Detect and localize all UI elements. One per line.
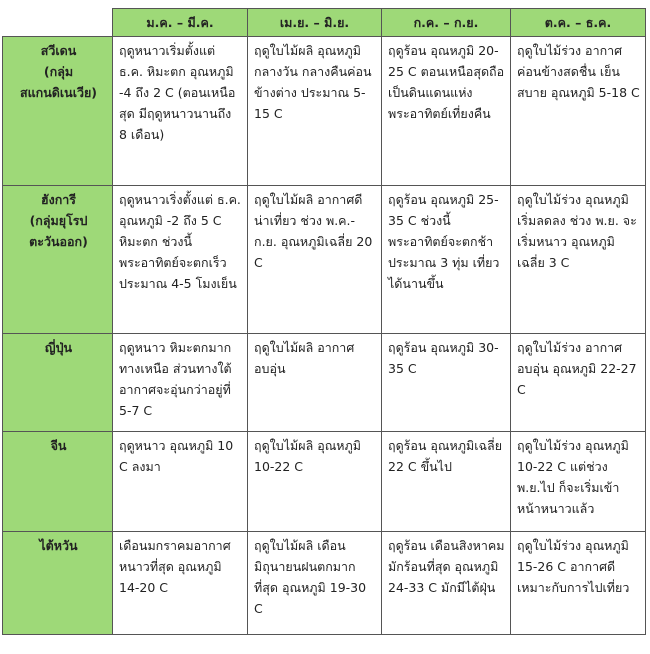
header-oct-dec: ต.ค. – ธ.ค. [511, 9, 646, 37]
climate-cell: ฤดูใบไม้ร่วง อุณหภูมิเริ่มลดลง ช่วง พ.ย. จะเริ่มหนาว อุณหภูมิเฉลี่ย 3 C [511, 186, 646, 334]
climate-cell: ฤดูหนาว อุณหภูมิ 10 C ลงมา [113, 432, 248, 532]
country-name-line: ไต้หวัน [39, 538, 78, 553]
corner-cell [3, 9, 113, 37]
header-jan-mar: ม.ค. – มี.ค. [113, 9, 248, 37]
climate-cell: ฤดูใบไม้ร่วง อากาศค่อนข้างสดชื่น เย็นสบาย อุณหภูมิ 5-18 C [511, 37, 646, 186]
country-cell-taiwan [3, 532, 113, 635]
climate-cell: ฤดูร้อน อุณหภูมิ 20-25 C ตอนเหนือสุดถือเป็นดินแดนแห่งพระอาทิตย์เที่ยงคืน [382, 37, 511, 186]
country-name-line: ญี่ปุ่น [44, 340, 73, 355]
country-name-line: สแกนดิเนเวีย) [19, 85, 98, 100]
country-name-line: จีน [50, 438, 67, 453]
country-cell-japan [3, 334, 113, 432]
country-cell-sweden [3, 37, 113, 186]
table-row [3, 186, 646, 334]
climate-cell: ฤดูหนาว หิมะตกมากทางเหนือ ส่วนทางใต้อากาศจะอุ่นกว่าอยู่ที่ 5-7 C [113, 334, 248, 432]
climate-cell: ฤดูร้อน เดือนสิงหาคมมักร้อนที่สุด อุณหภูมิ 24-33 C มักมีไต้ฝุ่น [382, 532, 511, 635]
country-name-line: ตะวันออก) [29, 234, 88, 249]
climate-cell: ฤดูใบไม้ผลิ เดือนมิถุนายนฝนตกมากที่สุด อุณหภูมิ 19-30 C [248, 532, 382, 635]
country-name-line: (กลุ่ม [43, 64, 74, 79]
climate-cell: ฤดูใบไม้ผลิ อุณหภูมิกลางวัน กลางคืนค่อนข้างต่าง ประมาณ 5-15 C [248, 37, 382, 186]
country-cell-china [3, 432, 113, 532]
header-row [3, 9, 646, 37]
climate-table [2, 8, 646, 635]
climate-cell: ฤดูใบไม้ร่วง อุณหภูมิ 10-22 C แต่ช่วง พ.ย.ไป ก็จะเริ่มเข้าหน้าหนาวแล้ว [511, 432, 646, 532]
country-name-line: สวีเดน [40, 43, 77, 58]
table-row [3, 334, 646, 432]
table-row [3, 432, 646, 532]
climate-cell: ฤดูร้อน อุณหภูมิ 25-35 C ช่วงนี้พระอาทิตย์จะตกช้า ประมาณ 3 ทุ่ม เที่ยวได้นานขึ้น [382, 186, 511, 334]
climate-cell: ฤดูใบไม้ผลิ อุณหภูมิ 10-22 C [248, 432, 382, 532]
climate-cell: ฤดูใบไม้ร่วง อากาศอบอุ่น อุณหภูมิ 22-27 C [511, 334, 646, 432]
climate-cell: ฤดูใบไม้ผลิ อากาศดีน่าเที่ยว ช่วง พ.ค.-ก.ย. อุณหภูมิเฉลี่ย 20 C [248, 186, 382, 334]
climate-cell: ฤดูร้อน อุณหภูมิ 30-35 C [382, 334, 511, 432]
climate-cell: เดือนมกราคมอากาศหนาวที่สุด อุณหภูมิ 14-20 C [113, 532, 248, 635]
table-row [3, 532, 646, 635]
country-name-line: ฮังการี [40, 192, 77, 207]
climate-cell: ฤดูหนาวเริ่มตั้งแต่ ธ.ค. หิมะตก อุณหภูมิ -4 ถึง 2 C (ตอนเหนือสุด มีฤดูหนาวนานถึง 8 เดือน) [113, 37, 248, 186]
climate-cell: ฤดูใบไม้ผลิ อากาศอบอุ่น [248, 334, 382, 432]
header-jul-sep: ก.ค. – ก.ย. [382, 9, 511, 37]
table-row [3, 37, 646, 186]
climate-cell: ฤดูใบไม้ร่วง อุณหภูมิ 15-26 C อากาศดีเหมาะกับการไปเที่ยว [511, 532, 646, 635]
country-name-line: (กลุ่มยุโรป [29, 213, 88, 228]
climate-cell: ฤดูร้อน อุณหภูมิเฉลี่ย 22 C ขึ้นไป [382, 432, 511, 532]
country-cell-hungary [3, 186, 113, 334]
climate-cell: ฤดูหนาวเริ่งตั้งแต่ ธ.ค. อุณหภูมิ -2 ถึง 5 C หิมะตก ช่วงนี้พระอาทิตย์จะตกเร็ว ประมาณ 4-5 โมงเย็น [113, 186, 248, 334]
header-apr-jun: เม.ย. – มิ.ย. [248, 9, 382, 37]
